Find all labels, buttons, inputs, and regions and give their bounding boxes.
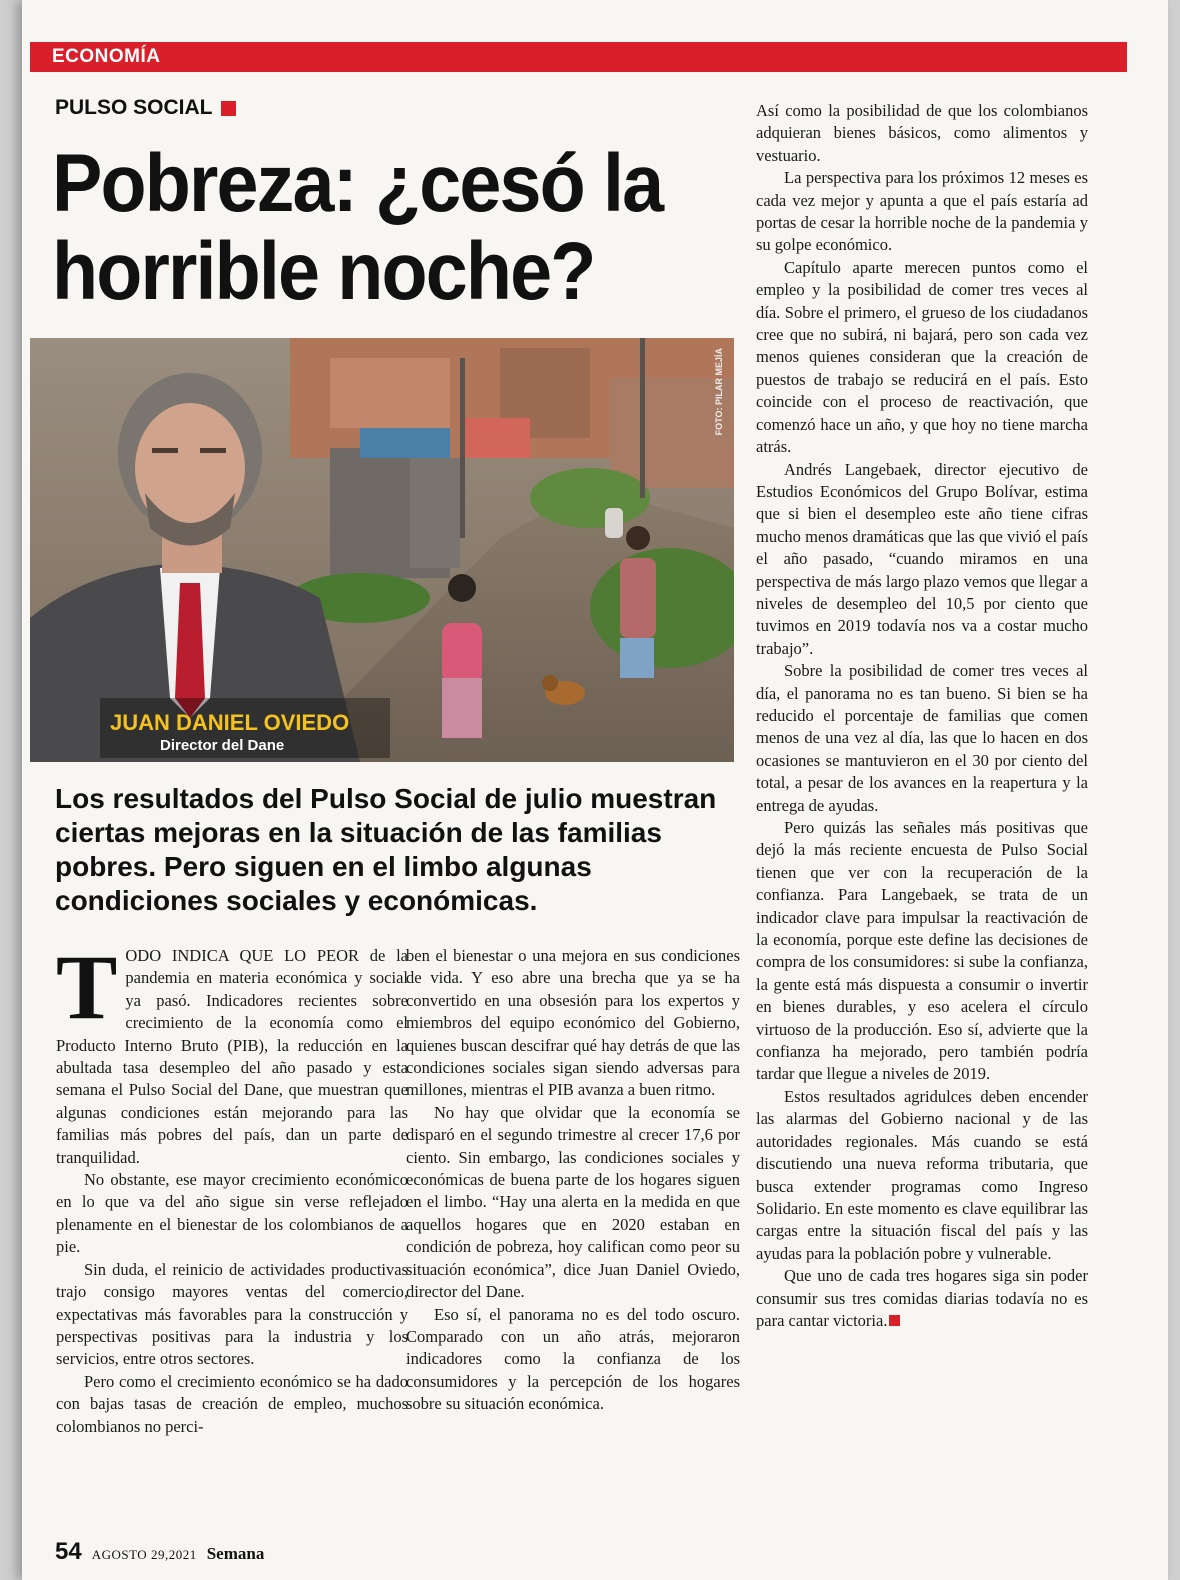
paragraph: Pero quizás las señales más positivas que dejó la más reciente encuesta de Pulso Social tienen que ver con la recuperación de la confianza. Para Langebaek, se trata de un indicador clave para impulsar la reactivación de la economía, porque este define las decisiones de compra de los consumidores: si sube la confianza, la gente está más dispuesta a consumir o invertir en bienes durables, y eso acelera el círculo virtuoso de la producción. Eso sí, advierte que la confianza ha mejorado, pero también podría tardar que llegue a niveles de 2019. bbox=[756, 818, 1088, 1084]
page-footer bbox=[55, 1538, 264, 1566]
paragraph: La perspectiva para los próximos 12 meses es cada vez mejor y apunta a que el país estaría ad portas de cesar la horrible noche de la pandemia y su golpe económico. bbox=[756, 168, 1088, 255]
paragraph: Así como la posibilidad de que los colombianos adquieran bienes básicos, como alimentos y vestuario. bbox=[756, 101, 1088, 165]
issue-date: AGOSTO 29,2021 bbox=[91, 1547, 197, 1562]
red-square-icon bbox=[221, 101, 236, 116]
paragraph: Que uno de cada tres hogares siga sin poder consumir sus tres comidas diarias todavía no es para cantar victoria. bbox=[756, 1266, 1088, 1330]
kicker bbox=[55, 96, 236, 120]
paragraph: ben el bienestar o una mejora en sus condiciones de vida. Y eso abre una brecha que ya se ha convertido en una obsesión para los expertos y miembros del equipo económico del Gobierno, quienes buscan descifrar qué hay detrás de que las condiciones sociales sigan siendo adversas para millones, mientras el PIB avanza a buen ritmo. bbox=[406, 946, 740, 1100]
paragraph: Sobre la posibilidad de comer tres veces al día, el panorama no es tan bueno. Si bien se ha reducido el porcentaje de familias que comen menos de una vez al día, las que lo hacen en dos ocasiones se mantuvieron en el 30 por ciento del total, a pesar de los avances en la reapertura y la entrega de ayudas. bbox=[756, 661, 1088, 815]
photo-caption-name: JUAN DANIEL OVIEDO bbox=[110, 710, 350, 735]
section-label: ECONOMÍA bbox=[52, 46, 161, 67]
magazine-brand: Semana bbox=[206, 1544, 265, 1563]
page-number: 54 bbox=[55, 1538, 82, 1565]
headline-line-2: horrible noche? bbox=[52, 226, 595, 317]
article-photo bbox=[30, 338, 734, 762]
paragraph: Andrés Langebaek, director ejecutivo de Estudios Económicos del Grupo Bolívar, estima que si bien el desempleo este año tiene cifras mucho menos dramáticas que las que vivió el país el año pasado, “cuando miramos en una perspectiva de más largo plazo vemos que llegar a niveles de desempleo del 10,5 por ciento que tuvimos en 2019 todavía nos va a costar mucho trabajo”. bbox=[756, 459, 1088, 658]
headline-line-1: Pobreza: ¿cesó la bbox=[52, 138, 663, 229]
paragraph: Capítulo aparte merecen puntos como el empleo y la posibilidad de comer tres veces al día. Sobre el primero, el grueso de los ciudadanos cree que no subirá, ni bajará, pero son cada vez menos quienes consideran que la creación de puestos de trabajo se reducirá en el país. Esto coincide con el proceso de reactivación, que comenzó hace un año, y que hoy no tiene marcha atrás. bbox=[756, 257, 1088, 457]
paragraph: No hay que olvidar que la economía se disparó en el segundo trimestre al crecer 17,6 por ciento. Sin embargo, las condiciones sociales y económicas de buena parte de los hogares siguen en el limbo. “Hay una alerta en la medida en que aquellos hogares que en 2020 estaban en condición de pobreza, hoy califican como peor su situación económica”, dice Juan Daniel Oviedo, director del Dane. bbox=[406, 1102, 740, 1302]
paragraph: Estos resultados agridulces deben encender las alarmas del Gobierno nacional y de las autoridades regionales. Más cuando se está discutiendo una nueva reforma tributaria, que busca extender programas como Ingreso Solidario. En este momento es clave equilibrar las cargas entre la situación fiscal del país y las ayudas para la población pobre y vulnerable. bbox=[756, 1086, 1088, 1263]
body-column-2 bbox=[406, 945, 740, 1416]
headline bbox=[52, 140, 696, 316]
photo-caption-role: Director del Dane bbox=[160, 737, 285, 754]
paragraph: Sin duda, el reinicio de actividades productivas trajo consigo mayores ventas del comercio, expectativas más favorables para la construcción y perspectivas positivas para la industria y los servicios, entre otros sectores. bbox=[56, 1259, 408, 1369]
paragraph: TODO INDICA QUE LO PEOR de la pandemia en materia económica y social ya pasó. Indicadores recientes sobre crecimiento de la economía como el Producto Interno Bruto (PIB), la reducción en la abultada tasa desempleo del año pasado y esta semana el Pulso Social del Dane, que muestran que algunas condiciones están mejorando para las familias más pobres del país, dan un parte de tranquilidad. bbox=[56, 936, 408, 1167]
photo-illustration bbox=[30, 338, 734, 762]
photo-credit-right: FOTO: PILAR MEJÍA bbox=[714, 348, 724, 436]
paragraph: No obstante, ese mayor crecimiento económico en lo que va del año sigue sin verse reflejado plenamente en el bienestar de los colombianos de a pie. bbox=[56, 1170, 408, 1257]
article-deck: Los resultados del Pulso Social de julio muestran ciertas mejoras en la situación de las familias pobres. Pero siguen en el limbo algunas condiciones sociales y económicas. bbox=[55, 783, 717, 916]
drop-cap: T bbox=[56, 936, 118, 1038]
paragraph: Pero como el crecimiento económico se ha dado con bajas tasas de creación de empleo, muchos colombianos no perci- bbox=[56, 1371, 408, 1436]
end-mark-icon bbox=[889, 1315, 900, 1326]
body-column-3 bbox=[756, 100, 1088, 1332]
body-column-1 bbox=[56, 936, 408, 1438]
paragraph: Eso sí, el panorama no es del todo oscuro. Comparado con un año atrás, mejoraron indicadores como la confianza de los consumidores y la percepción de los hogares sobre su situación económica. bbox=[406, 1304, 740, 1414]
kicker-label: PULSO SOCIAL bbox=[55, 96, 213, 119]
section-bar bbox=[30, 42, 1127, 72]
